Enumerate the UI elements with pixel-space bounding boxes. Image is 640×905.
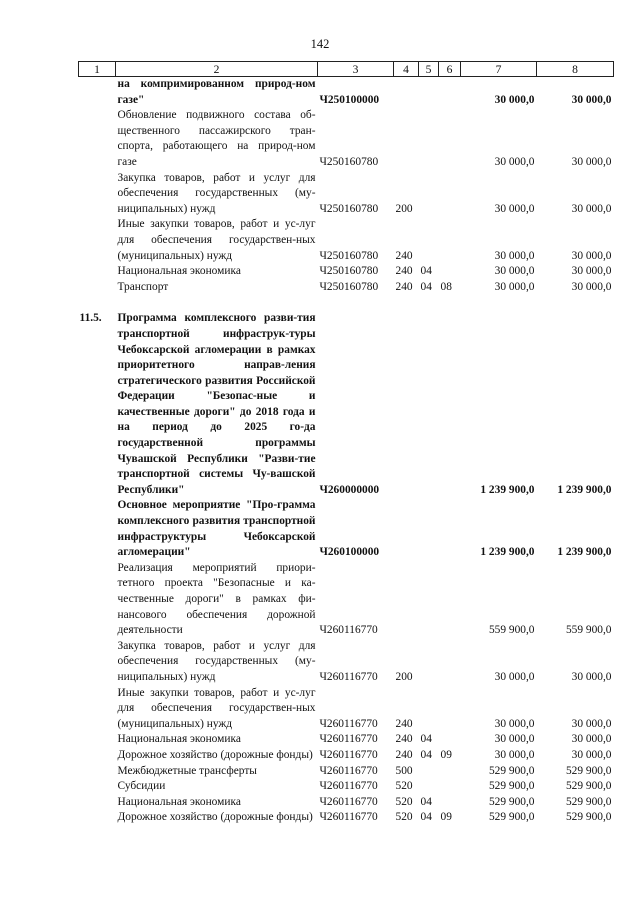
amount-col-8: 30 000,0 xyxy=(571,249,612,262)
table-row xyxy=(79,498,614,560)
row-name: Реализация мероприятий приори-тетного проекта "Безопасные и ка-чественные дороги" в рамках фи-нансового обеспечения дорожной деятельности xyxy=(117,561,316,637)
row-name: Межбюджетные трансферты xyxy=(117,764,257,777)
expense-type: 240 xyxy=(395,733,413,746)
subsection xyxy=(439,264,461,280)
row-number xyxy=(79,108,116,170)
row-name xyxy=(116,295,318,311)
section xyxy=(419,108,439,170)
subsection xyxy=(439,498,461,560)
subsection xyxy=(439,779,461,795)
row-number xyxy=(79,795,116,811)
section xyxy=(419,779,439,795)
section: 04 xyxy=(420,265,432,278)
amount-col-7: 1 239 900,0 xyxy=(480,546,535,559)
amount-col-7: 30 000,0 xyxy=(494,717,535,730)
row-name: Дорожное хозяйство (дорожные фонды) xyxy=(117,811,313,824)
amount-col-7: 30 000,0 xyxy=(494,249,535,262)
row-name: Закупка товаров, работ и услуг для обеспечения государственных (му-ниципальных) нужд xyxy=(117,171,316,215)
target-article-code: Ч250160780 xyxy=(319,202,379,215)
section xyxy=(419,498,439,560)
target-article-code: Ч260000000 xyxy=(319,483,380,496)
subsection: 09 xyxy=(440,811,452,824)
header-col-6: 6 xyxy=(439,62,461,77)
row-number xyxy=(79,264,116,280)
section xyxy=(419,311,439,498)
section: 04 xyxy=(420,733,432,746)
table-row xyxy=(79,686,614,733)
amount-col-7: 1 239 900,0 xyxy=(480,483,535,496)
table-row xyxy=(79,810,614,826)
row-number xyxy=(79,280,116,296)
row-name: Иные закупки товаров, работ и ус-луг для обеспечения государствен-ных (муниципальных) нужд xyxy=(117,218,316,262)
header-col-3: 3 xyxy=(318,62,394,77)
expense-type xyxy=(394,295,419,311)
header-col-5: 5 xyxy=(419,62,439,77)
target-article-code: Ч260116770 xyxy=(319,717,378,730)
amount-col-7 xyxy=(461,295,537,311)
row-number xyxy=(79,77,116,109)
subsection xyxy=(439,108,461,170)
amount-col-8: 529 900,0 xyxy=(565,780,612,793)
amount-col-8: 30 000,0 xyxy=(571,155,612,168)
subsection xyxy=(439,217,461,264)
expense-type: 240 xyxy=(395,249,413,262)
header-col-2: 2 xyxy=(116,62,318,77)
row-name: Иные закупки товаров, работ и ус-луг для обеспечения государствен-ных (муниципальных) нужд xyxy=(117,686,316,730)
amount-col-7: 30 000,0 xyxy=(494,670,535,683)
table-row xyxy=(79,280,614,296)
amount-col-7: 30 000,0 xyxy=(494,748,535,761)
expense-type: 520 xyxy=(395,795,413,808)
subsection xyxy=(439,732,461,748)
header-col-4: 4 xyxy=(394,62,419,77)
budget-table xyxy=(78,61,614,826)
section xyxy=(419,764,439,780)
row-name: Транспорт xyxy=(117,280,169,293)
section xyxy=(419,561,439,639)
header-col-7: 7 xyxy=(461,62,537,77)
row-name: Закупка товаров, работ и услуг для обеспечения государственных (му-ниципальных) нужд xyxy=(117,639,316,683)
table-row xyxy=(79,795,614,811)
header-col-8: 8 xyxy=(537,62,614,77)
row-name: на компримированном природ-ном газе" xyxy=(117,78,316,106)
amount-col-8: 30 000,0 xyxy=(571,93,612,106)
subsection xyxy=(439,311,461,498)
amount-col-8: 529 900,0 xyxy=(565,811,612,824)
target-article-code: Ч260116770 xyxy=(319,811,378,824)
subsection xyxy=(439,764,461,780)
target-article-code: Ч250160780 xyxy=(319,155,379,168)
section xyxy=(419,77,439,109)
section: 04 xyxy=(420,811,432,824)
subsection xyxy=(439,295,461,311)
amount-col-7: 559 900,0 xyxy=(488,624,535,637)
target-article-code xyxy=(318,295,394,311)
amount-col-8: 529 900,0 xyxy=(565,795,612,808)
row-number xyxy=(79,295,116,311)
target-article-code: Ч250160780 xyxy=(319,280,379,293)
amount-col-8: 30 000,0 xyxy=(571,717,612,730)
table-row xyxy=(79,217,614,264)
target-article-code: Ч260116770 xyxy=(319,795,378,808)
amount-col-8: 559 900,0 xyxy=(565,624,612,637)
subsection xyxy=(439,795,461,811)
amount-col-7: 30 000,0 xyxy=(494,93,535,106)
expense-type xyxy=(394,77,419,109)
header-row xyxy=(79,62,614,77)
amount-col-7: 30 000,0 xyxy=(494,280,535,293)
expense-type: 240 xyxy=(395,748,413,761)
row-name: Обновление подвижного состава об-щественного пассажирского тран-спорта, работающего на природ-ном газе xyxy=(117,109,316,168)
target-article-code: Ч250160780 xyxy=(319,249,379,262)
target-article-code: Ч260116770 xyxy=(319,733,378,746)
subsection xyxy=(439,561,461,639)
expense-type: 520 xyxy=(395,811,413,824)
row-name: Программа комплексного разви-тия транспортной инфраструк-туры Чебоксарской агломерации в рамках приоритетного направ-ления стратегического развития Российской Федерации "Безопас-ные и качественные дороги" до 2018 года и на период до 2025 го-да государственной программы Чувашской Республики "Разви-тие транспортной системы Чу-вашской Республики" xyxy=(117,312,316,496)
table-row xyxy=(79,639,614,686)
table-row xyxy=(79,764,614,780)
section: 04 xyxy=(420,748,432,761)
table-row xyxy=(79,77,614,109)
expense-type: 240 xyxy=(395,717,413,730)
amount-col-8: 1 239 900,0 xyxy=(557,483,612,496)
amount-col-8: 30 000,0 xyxy=(571,748,612,761)
row-number xyxy=(79,217,116,264)
row-number xyxy=(79,810,116,826)
expense-type: 200 xyxy=(395,670,413,683)
amount-col-7: 529 900,0 xyxy=(488,764,535,777)
table-row xyxy=(79,295,614,311)
section: 04 xyxy=(420,795,432,808)
target-article-code: Ч260116770 xyxy=(319,764,378,777)
row-number: 11.5. xyxy=(79,312,102,325)
section xyxy=(419,217,439,264)
amount-col-8: 1 239 900,0 xyxy=(557,546,612,559)
expense-type xyxy=(394,498,419,560)
row-number xyxy=(79,498,116,560)
subsection xyxy=(439,77,461,109)
header-col-1: 1 xyxy=(79,62,116,77)
target-article-code: Ч260116770 xyxy=(319,670,378,683)
expense-type: 240 xyxy=(395,265,413,278)
amount-col-8: 30 000,0 xyxy=(571,280,612,293)
row-number xyxy=(79,779,116,795)
row-number xyxy=(79,732,116,748)
target-article-code: Ч260116770 xyxy=(319,748,378,761)
row-number xyxy=(79,561,116,639)
section xyxy=(419,295,439,311)
table-row xyxy=(79,264,614,280)
row-number xyxy=(79,171,116,218)
amount-col-7: 30 000,0 xyxy=(494,155,535,168)
section xyxy=(419,639,439,686)
table-body xyxy=(79,77,614,826)
row-name: Основное мероприятие "Про-грамма комплексного развития транспортной инфраструктуры Чебоксарской агломерации" xyxy=(117,499,316,559)
amount-col-7: 30 000,0 xyxy=(494,265,535,278)
target-article-code: Ч260100000 xyxy=(319,546,380,559)
amount-col-8: 30 000,0 xyxy=(571,265,612,278)
subsection: 08 xyxy=(440,280,452,293)
row-name: Национальная экономика xyxy=(117,795,241,808)
row-name: Национальная экономика xyxy=(117,733,241,746)
target-article-code: Ч250160780 xyxy=(319,265,379,278)
page-number: 142 xyxy=(310,37,330,51)
section xyxy=(419,171,439,218)
target-article-code: Ч260116770 xyxy=(319,780,378,793)
amount-col-7: 529 900,0 xyxy=(488,780,535,793)
row-number xyxy=(79,639,116,686)
amount-col-8: 30 000,0 xyxy=(571,202,612,215)
expense-type: 520 xyxy=(395,780,413,793)
row-name: Национальная экономика xyxy=(117,265,241,278)
row-number xyxy=(79,764,116,780)
section xyxy=(419,686,439,733)
subsection xyxy=(439,639,461,686)
table-row xyxy=(79,171,614,218)
target-article-code: Ч260116770 xyxy=(319,624,378,637)
expense-type xyxy=(394,108,419,170)
subsection xyxy=(439,686,461,733)
table-row xyxy=(79,748,614,764)
amount-col-8: 529 900,0 xyxy=(565,764,612,777)
amount-col-7: 30 000,0 xyxy=(494,733,535,746)
table-row xyxy=(79,732,614,748)
amount-col-8 xyxy=(537,295,614,311)
expense-type: 240 xyxy=(395,280,413,293)
amount-col-8: 30 000,0 xyxy=(571,733,612,746)
target-article-code: Ч250100000 xyxy=(319,93,380,106)
expense-type: 500 xyxy=(395,764,413,777)
row-number xyxy=(79,748,116,764)
amount-col-8: 30 000,0 xyxy=(571,670,612,683)
table-row xyxy=(79,779,614,795)
section: 04 xyxy=(420,280,432,293)
table-header xyxy=(79,62,614,77)
table-row xyxy=(79,108,614,170)
expense-type xyxy=(394,561,419,639)
subsection xyxy=(439,171,461,218)
row-name: Дорожное хозяйство (дорожные фонды) xyxy=(117,748,313,761)
row-name: Субсидии xyxy=(117,780,166,793)
subsection: 09 xyxy=(440,748,452,761)
expense-type xyxy=(394,311,419,498)
amount-col-7: 529 900,0 xyxy=(488,795,535,808)
row-number xyxy=(79,686,116,733)
table-row xyxy=(79,311,614,498)
amount-col-7: 529 900,0 xyxy=(488,811,535,824)
expense-type: 200 xyxy=(395,202,413,215)
table-row xyxy=(79,561,614,639)
amount-col-7: 30 000,0 xyxy=(494,202,535,215)
